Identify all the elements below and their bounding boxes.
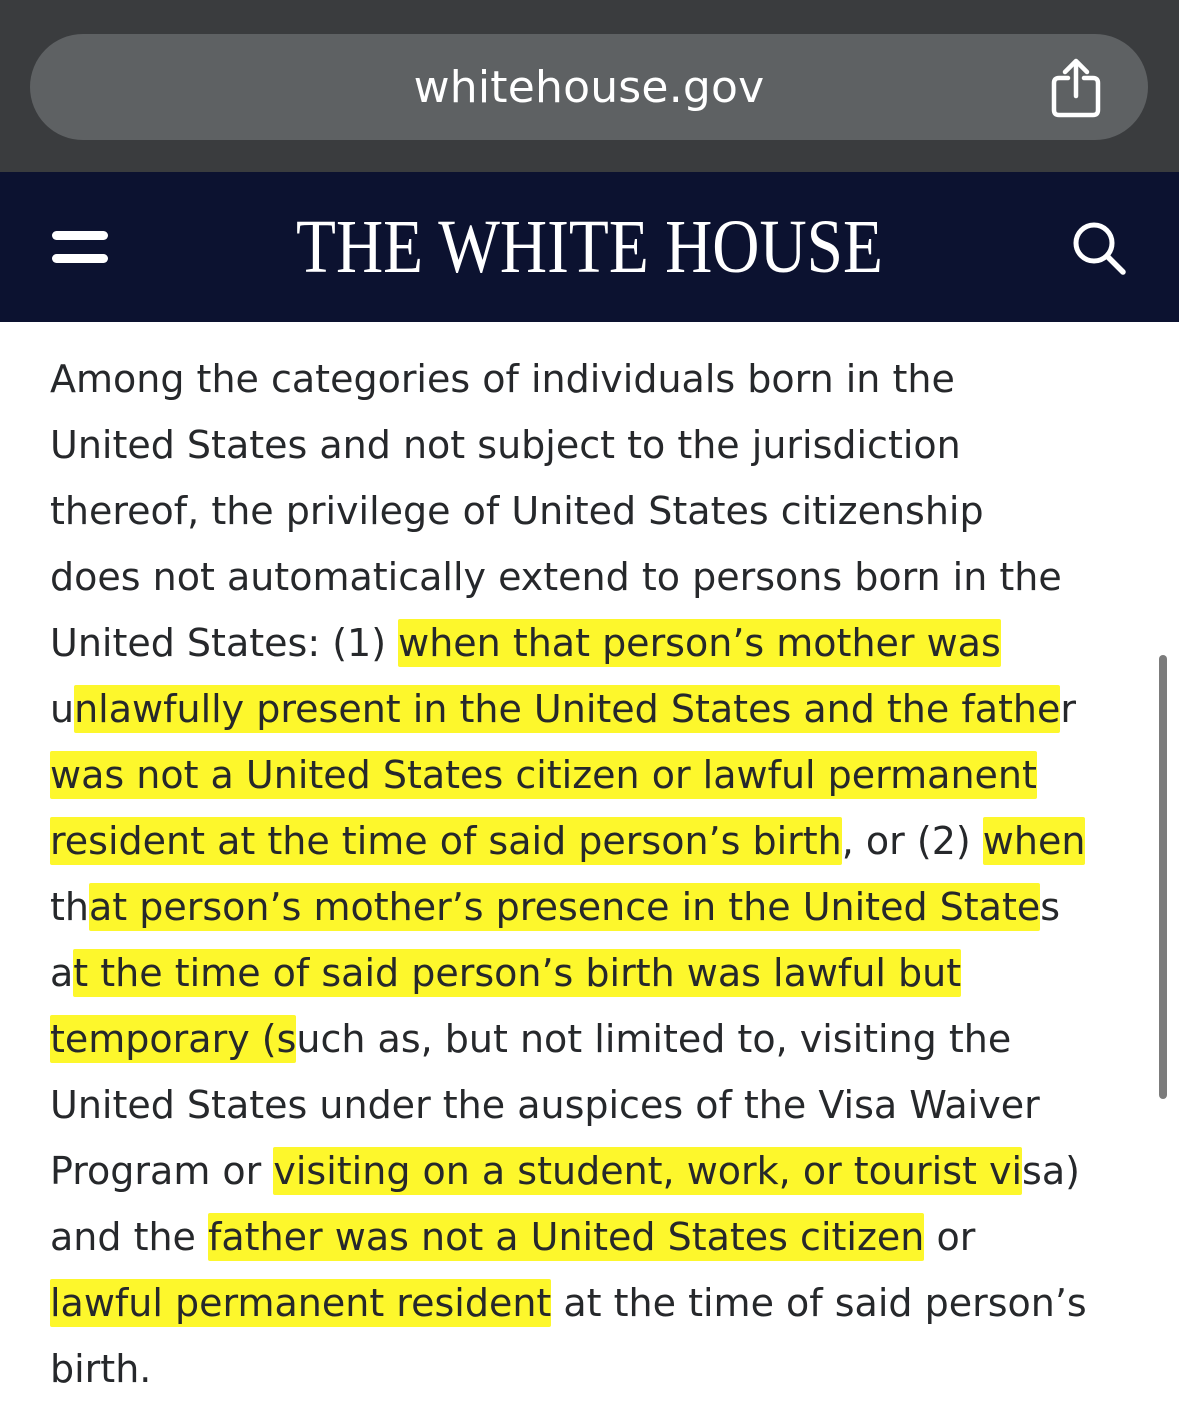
article-text: or xyxy=(924,1215,976,1259)
article-line xyxy=(50,1336,1140,1402)
site-title[interactable]: THE WHITE HOUSE xyxy=(296,204,883,289)
article-text: does not automatically extend to persons born in the xyxy=(50,555,1062,599)
article-line xyxy=(50,1270,1140,1336)
article-line xyxy=(50,412,1140,478)
article-line xyxy=(50,676,1140,742)
article-text: birth. xyxy=(50,1347,152,1391)
highlighted-text: was not a United States citizen or lawful permanent xyxy=(50,753,1037,797)
article-text: uch as, but not limited to, visiting the xyxy=(296,1017,1012,1061)
browser-toolbar xyxy=(0,0,1179,172)
article-line xyxy=(50,1072,1140,1138)
article-text: thereof, the privilege of United States citizenship xyxy=(50,489,984,533)
article-text: s xyxy=(1040,885,1061,929)
article-text: Program or xyxy=(50,1149,274,1193)
article-text: United States under the auspices of the Visa Waiver xyxy=(50,1083,1040,1127)
article-line xyxy=(50,478,1140,544)
article-line xyxy=(50,1138,1140,1204)
share-icon[interactable] xyxy=(1046,56,1106,120)
article-text: , or (2) xyxy=(841,819,983,863)
highlighted-text: at person’s mother’s presence in the United State xyxy=(88,885,1041,929)
article-text: u xyxy=(50,687,75,731)
page-scrollbar[interactable] xyxy=(1159,655,1167,1099)
article-text: United States and not subject to the jurisdiction xyxy=(50,423,961,467)
article-line xyxy=(50,1204,1140,1270)
highlighted-text: father was not a United States citizen xyxy=(208,1215,925,1259)
address-bar[interactable] xyxy=(30,34,1148,140)
highlighted-text: visiting on a student, work, or tourist vi xyxy=(273,1149,1023,1193)
article-text: th xyxy=(50,885,89,929)
article-line xyxy=(50,940,1140,1006)
article-text: United States: (1) xyxy=(50,621,399,665)
article-text: and the xyxy=(50,1215,209,1259)
article-line xyxy=(50,346,1140,412)
highlighted-text: t the time of said person’s birth was lawful but xyxy=(73,951,962,995)
site-header xyxy=(0,172,1179,322)
url-text[interactable]: whitehouse.gov xyxy=(413,61,765,113)
article-text: r xyxy=(1060,687,1076,731)
highlighted-text: nlawfully present in the United States and the fathe xyxy=(74,687,1061,731)
highlighted-text: when that person’s mother was xyxy=(398,621,1001,665)
highlighted-text: resident at the time of said person’s birth xyxy=(50,819,842,863)
article-text: a xyxy=(50,951,74,995)
article-line xyxy=(50,544,1140,610)
article-text: at the time of said person’s xyxy=(551,1281,1087,1325)
article-text: sa) xyxy=(1022,1149,1080,1193)
article-line xyxy=(50,874,1140,940)
highlighted-text: temporary (s xyxy=(50,1017,297,1061)
article-line xyxy=(50,808,1140,874)
article-line xyxy=(50,742,1140,808)
article-line xyxy=(50,1006,1140,1072)
highlighted-text: when xyxy=(982,819,1086,863)
search-icon[interactable] xyxy=(1069,218,1129,278)
article-line xyxy=(50,610,1140,676)
article-body xyxy=(50,346,1140,1402)
highlighted-text: lawful permanent resident xyxy=(50,1281,552,1325)
article-text: Among the categories of individuals born in the xyxy=(50,357,955,401)
